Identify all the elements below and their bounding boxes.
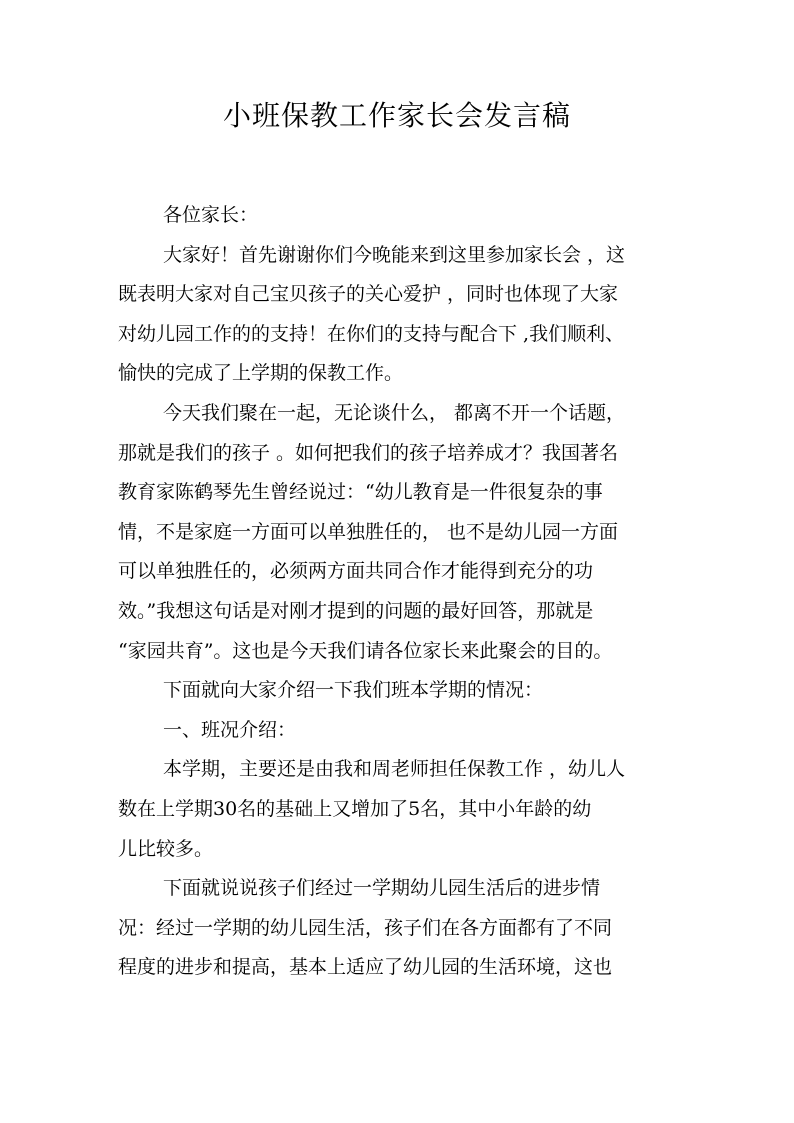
text-line: 一、班况介绍： — [163, 718, 297, 741]
paragraph-progress — [118, 869, 688, 988]
text-line: 下面就向大家介绍一下我们班本学期的情况： — [163, 679, 544, 702]
text-line: 数在上学期30名的基础上又增加了5名，其中小年龄的幼 — [118, 797, 592, 820]
text-line: 那就是我们的孩子 。如何把我们的孩子培养成才？我国著名 — [118, 441, 619, 464]
text-line: 情，不是家庭一方面可以单独胜任的， 也不是幼儿园一方面 — [118, 520, 619, 543]
page-title: 小班保教工作家长会发言稿 — [222, 99, 571, 132]
paragraph-greeting — [118, 236, 688, 394]
text-line: 程度的进步和提高，基本上适应了幼儿园的生活环境，这也 — [118, 956, 613, 979]
text-line: 下面就说说孩子们经过一学期幼儿园生活后的进步情 — [163, 877, 601, 900]
text-line: 今天我们聚在一起，无论谈什么， 都离不开一个话题， — [163, 401, 626, 424]
text-line: 大家好！首先谢谢你们今晚能来到这里参加家长会 ，这 — [163, 243, 626, 266]
text-line: 儿比较多。 — [118, 837, 214, 860]
paragraph-intro — [118, 671, 688, 711]
text-line: 本学期，主要还是由我和周老师担任保教工作 ，幼儿人 — [163, 758, 626, 781]
text-line: 既表明大家对自己宝贝孩子的关心爱护 ，同时也体现了大家 — [118, 283, 619, 306]
text-line: 可以单独胜任的，必须两方面共同合作才能得到充分的功 — [118, 560, 594, 583]
paragraph-topic — [118, 394, 688, 671]
text-line: 效。”我想这句话是对刚才提到的问题的最好回答，那就是 — [118, 599, 594, 622]
text-line: 教育家陈鹤琴先生曾经说过：“幼儿教育是一件很复杂的事 — [118, 481, 603, 504]
section-heading-class-overview — [118, 711, 688, 751]
text-line: 对幼儿园工作的的支持！在你们的支持与配合下 ,我们顺利、 — [118, 322, 625, 345]
text-line: 况：经过一学期的幼儿园生活，孩子们在各方面都有了不同 — [118, 916, 613, 939]
text-line: 各位家长： — [163, 204, 259, 226]
paragraph-class-info — [118, 750, 688, 869]
text-line: 愉快的完成了上学期的保教工作。 — [118, 362, 404, 385]
text-line: “家园共育”。这也是今天我们请各位家长来此聚会的目的。 — [118, 639, 613, 662]
paragraph-salutation — [118, 196, 688, 236]
document-body — [118, 196, 688, 988]
